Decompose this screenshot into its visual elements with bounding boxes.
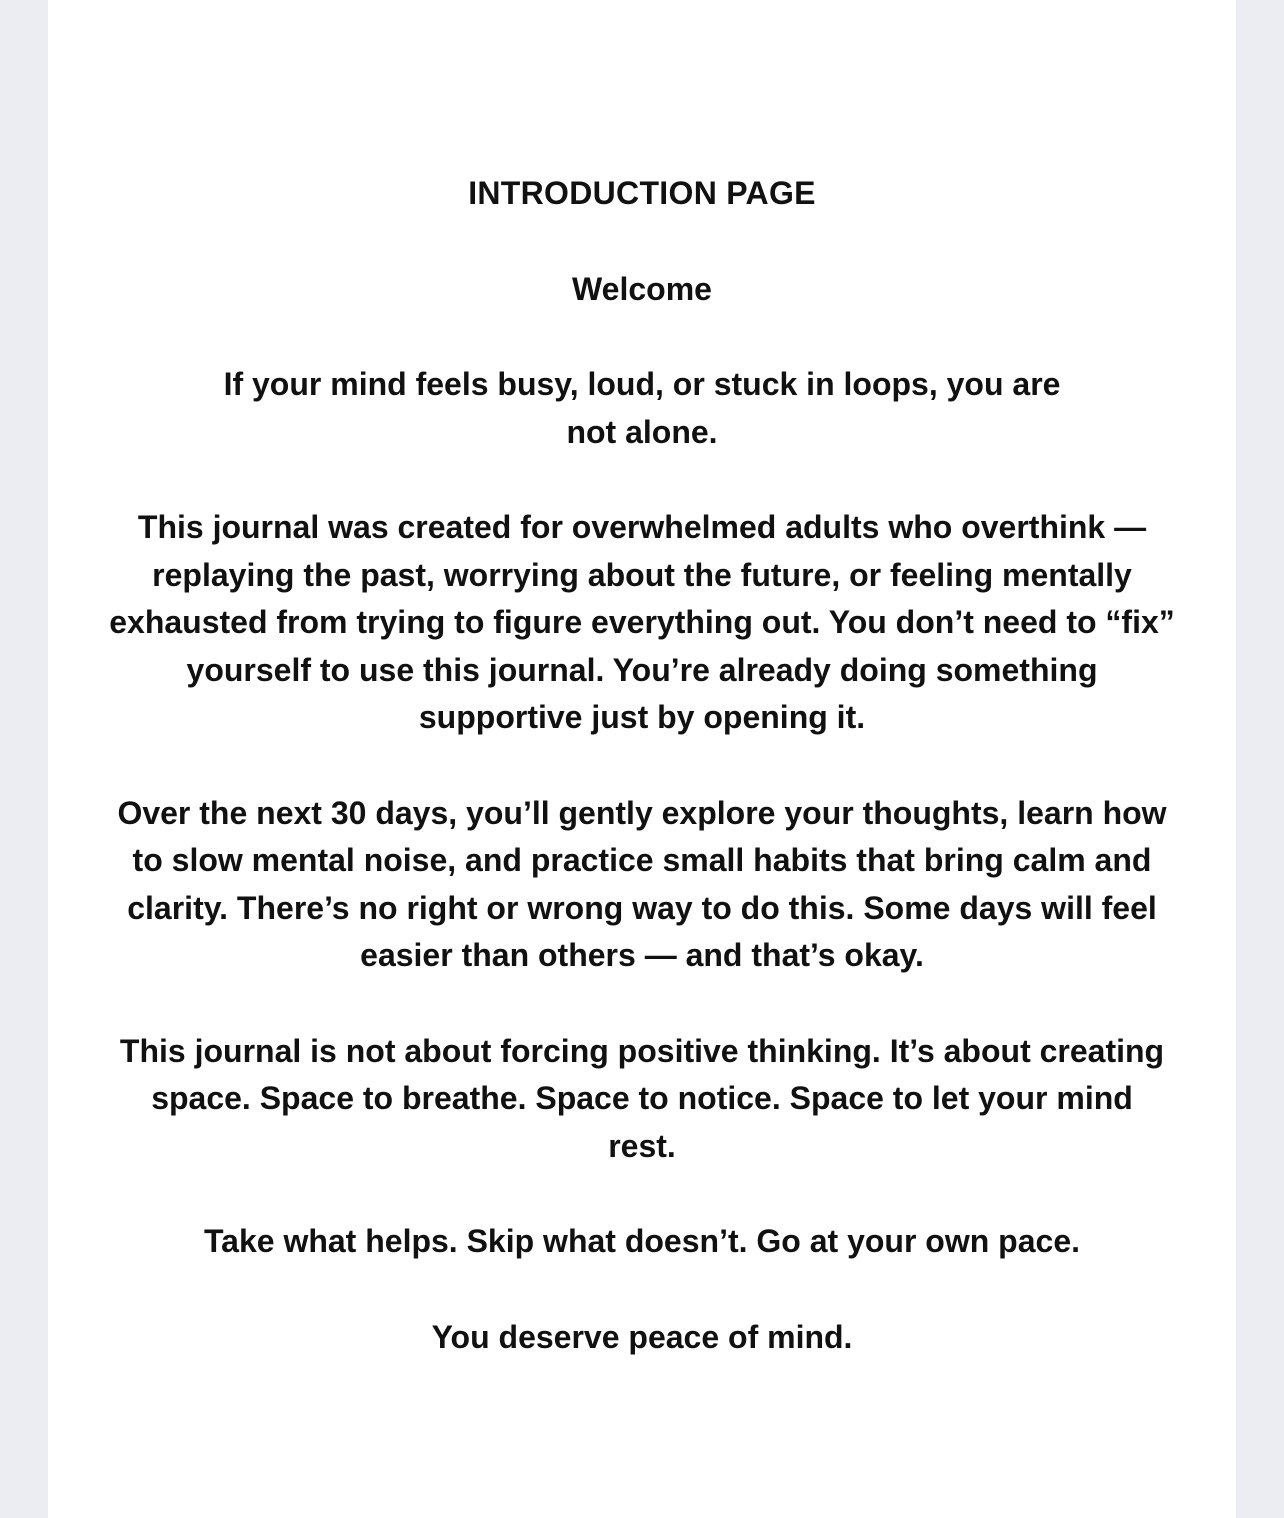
document-page bbox=[48, 0, 1236, 1518]
paragraph-30-days: Over the next 30 days, you’ll gently explore your thoughts, learn how to slow mental noise, and practice small habits that bring calm and clarity. There’s no right or wrong way to do this. Some days will feel easier than others — and that’s okay. bbox=[117, 794, 1167, 973]
paragraph-creating-space: This journal is not about forcing positive thinking. It’s about creating space. Space to breathe. Space to notice. Space to let your mind rest. bbox=[119, 1032, 1165, 1164]
welcome-heading: Welcome bbox=[572, 270, 712, 307]
paragraph-pace: Take what helps. Skip what doesn’t. Go at your own pace. bbox=[203, 1223, 1080, 1259]
paragraph-intro: If your mind feels busy, loud, or stuck in loops, you are not alone. bbox=[223, 366, 1061, 450]
page-content bbox=[48, 170, 1236, 1409]
paragraph-closing: You deserve peace of mind. bbox=[431, 1318, 853, 1355]
page-title: INTRODUCTION PAGE bbox=[468, 175, 816, 211]
paragraph-journal-purpose: This journal was created for overwhelmed adults who overthink — replaying the past, worrying about the future, or feeling mentally exhausted from trying to figure everything out. You don’t need to “fix” yourself to use this journal. You’re already doing something supportive just by opening it. bbox=[109, 509, 1175, 735]
